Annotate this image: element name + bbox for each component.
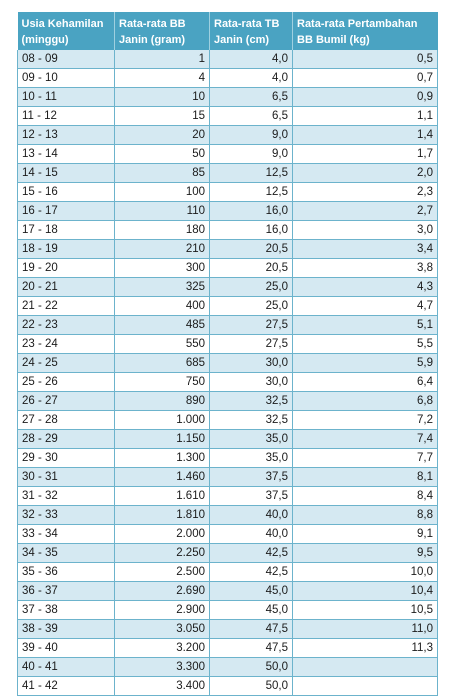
cell-gestational-age: 17 - 18 [18,221,115,240]
cell-fetal-length: 50,0 [210,658,293,677]
table-row [18,487,438,506]
table-row [18,202,438,221]
header-fetal-length: Rata-rata TB Janin (cm) [210,12,293,50]
cell-gestational-age: 25 - 26 [18,373,115,392]
cell-gestational-age: 29 - 30 [18,449,115,468]
cell-mother-weight-gain: 1,7 [293,145,438,164]
cell-gestational-age: 08 - 09 [18,50,115,69]
cell-fetal-length: 50,0 [210,677,293,696]
cell-mother-weight-gain: 10,4 [293,582,438,601]
cell-fetal-length: 4,0 [210,50,293,69]
table-row [18,297,438,316]
table-row [18,164,438,183]
table-row [18,69,438,88]
table-row [18,107,438,126]
cell-fetal-length: 35,0 [210,430,293,449]
cell-mother-weight-gain: 1,4 [293,126,438,145]
cell-fetal-length: 32,5 [210,392,293,411]
cell-mother-weight-gain: 2,0 [293,164,438,183]
cell-fetal-weight: 750 [115,373,210,392]
cell-fetal-length: 9,0 [210,126,293,145]
table-row [18,240,438,259]
header-mother-weight-gain: Rata-rata Pertambahan BB Bumil (kg) [293,12,438,50]
cell-mother-weight-gain: 5,9 [293,354,438,373]
cell-gestational-age: 30 - 31 [18,468,115,487]
table-row [18,677,438,696]
table-row [18,563,438,582]
table-header-row [18,12,438,50]
cell-fetal-weight: 685 [115,354,210,373]
cell-gestational-age: 24 - 25 [18,354,115,373]
cell-mother-weight-gain [293,677,438,696]
cell-gestational-age: 18 - 19 [18,240,115,259]
table-row [18,278,438,297]
cell-gestational-age: 28 - 29 [18,430,115,449]
cell-fetal-length: 16,0 [210,202,293,221]
table-row [18,601,438,620]
table-row [18,126,438,145]
header-fetal-weight: Rata-rata BB Janin (gram) [115,12,210,50]
cell-fetal-weight: 1 [115,50,210,69]
cell-fetal-length: 4,0 [210,69,293,88]
table-row [18,354,438,373]
cell-fetal-weight: 20 [115,126,210,145]
cell-fetal-length: 6,5 [210,88,293,107]
cell-gestational-age: 10 - 11 [18,88,115,107]
cell-gestational-age: 34 - 35 [18,544,115,563]
cell-mother-weight-gain: 3,4 [293,240,438,259]
table-row [18,525,438,544]
cell-gestational-age: 20 - 21 [18,278,115,297]
cell-gestational-age: 38 - 39 [18,620,115,639]
table-row [18,468,438,487]
table-row [18,582,438,601]
cell-mother-weight-gain: 4,7 [293,297,438,316]
cell-fetal-length: 20,5 [210,240,293,259]
cell-gestational-age: 14 - 15 [18,164,115,183]
cell-mother-weight-gain: 5,5 [293,335,438,354]
cell-fetal-length: 35,0 [210,449,293,468]
cell-gestational-age: 40 - 41 [18,658,115,677]
cell-fetal-weight: 10 [115,88,210,107]
cell-mother-weight-gain: 1,1 [293,107,438,126]
cell-mother-weight-gain: 9,5 [293,544,438,563]
cell-mother-weight-gain [293,658,438,677]
cell-mother-weight-gain: 0,5 [293,50,438,69]
cell-fetal-weight: 325 [115,278,210,297]
cell-gestational-age: 33 - 34 [18,525,115,544]
cell-fetal-weight: 85 [115,164,210,183]
header-gestational-age: Usia Kehamilan (minggu) [18,12,115,50]
cell-mother-weight-gain: 8,8 [293,506,438,525]
cell-fetal-length: 45,0 [210,582,293,601]
cell-fetal-weight: 550 [115,335,210,354]
cell-mother-weight-gain: 10,5 [293,601,438,620]
cell-fetal-length: 47,5 [210,620,293,639]
cell-gestational-age: 39 - 40 [18,639,115,658]
table-row [18,449,438,468]
cell-fetal-weight: 2.900 [115,601,210,620]
cell-fetal-length: 9,0 [210,145,293,164]
cell-mother-weight-gain: 8,4 [293,487,438,506]
cell-mother-weight-gain: 4,3 [293,278,438,297]
cell-fetal-weight: 2.690 [115,582,210,601]
cell-fetal-weight: 1.810 [115,506,210,525]
cell-mother-weight-gain: 5,1 [293,316,438,335]
cell-fetal-weight: 3.400 [115,677,210,696]
cell-gestational-age: 37 - 38 [18,601,115,620]
cell-mother-weight-gain: 8,1 [293,468,438,487]
cell-gestational-age: 16 - 17 [18,202,115,221]
cell-fetal-weight: 3.200 [115,639,210,658]
cell-fetal-weight: 110 [115,202,210,221]
cell-fetal-weight: 1.300 [115,449,210,468]
table-row [18,335,438,354]
cell-fetal-weight: 2.500 [115,563,210,582]
pregnancy-table-container [17,12,437,696]
table-row [18,50,438,69]
cell-fetal-length: 12,5 [210,164,293,183]
cell-mother-weight-gain: 2,7 [293,202,438,221]
cell-fetal-weight: 300 [115,259,210,278]
cell-gestational-age: 11 - 12 [18,107,115,126]
table-body [18,50,438,696]
cell-fetal-length: 20,5 [210,259,293,278]
cell-mother-weight-gain: 0,7 [293,69,438,88]
table-row [18,411,438,430]
cell-mother-weight-gain: 11,3 [293,639,438,658]
cell-gestational-age: 41 - 42 [18,677,115,696]
cell-gestational-age: 22 - 23 [18,316,115,335]
cell-mother-weight-gain: 2,3 [293,183,438,202]
cell-gestational-age: 35 - 36 [18,563,115,582]
cell-mother-weight-gain: 7,7 [293,449,438,468]
table-row [18,658,438,677]
pregnancy-weight-table [17,12,438,696]
cell-fetal-length: 6,5 [210,107,293,126]
table-row [18,506,438,525]
cell-fetal-length: 16,0 [210,221,293,240]
cell-fetal-length: 12,5 [210,183,293,202]
cell-fetal-length: 45,0 [210,601,293,620]
table-row [18,145,438,164]
table-row [18,316,438,335]
cell-gestational-age: 21 - 22 [18,297,115,316]
cell-mother-weight-gain: 11,0 [293,620,438,639]
cell-fetal-length: 27,5 [210,316,293,335]
cell-fetal-weight: 100 [115,183,210,202]
cell-gestational-age: 36 - 37 [18,582,115,601]
cell-mother-weight-gain: 7,2 [293,411,438,430]
cell-fetal-length: 27,5 [210,335,293,354]
cell-mother-weight-gain: 6,4 [293,373,438,392]
cell-gestational-age: 09 - 10 [18,69,115,88]
cell-mother-weight-gain: 3,0 [293,221,438,240]
cell-fetal-weight: 210 [115,240,210,259]
cell-fetal-weight: 2.000 [115,525,210,544]
cell-fetal-weight: 1.460 [115,468,210,487]
cell-gestational-age: 32 - 33 [18,506,115,525]
cell-mother-weight-gain: 3,8 [293,259,438,278]
cell-fetal-weight: 1.000 [115,411,210,430]
table-row [18,183,438,202]
cell-fetal-length: 30,0 [210,354,293,373]
cell-fetal-weight: 400 [115,297,210,316]
cell-fetal-length: 32,5 [210,411,293,430]
cell-fetal-weight: 1.150 [115,430,210,449]
cell-gestational-age: 27 - 28 [18,411,115,430]
cell-fetal-weight: 15 [115,107,210,126]
cell-fetal-weight: 3.050 [115,620,210,639]
table-row [18,430,438,449]
table-row [18,373,438,392]
cell-fetal-weight: 890 [115,392,210,411]
table-row [18,544,438,563]
cell-gestational-age: 12 - 13 [18,126,115,145]
cell-fetal-weight: 50 [115,145,210,164]
cell-fetal-weight: 485 [115,316,210,335]
cell-mother-weight-gain: 7,4 [293,430,438,449]
table-row [18,259,438,278]
cell-gestational-age: 26 - 27 [18,392,115,411]
cell-fetal-length: 40,0 [210,525,293,544]
table-row [18,392,438,411]
cell-mother-weight-gain: 6,8 [293,392,438,411]
cell-fetal-weight: 180 [115,221,210,240]
cell-gestational-age: 23 - 24 [18,335,115,354]
table-row [18,221,438,240]
cell-fetal-length: 42,5 [210,544,293,563]
cell-mother-weight-gain: 9,1 [293,525,438,544]
cell-gestational-age: 13 - 14 [18,145,115,164]
cell-fetal-weight: 3.300 [115,658,210,677]
cell-fetal-length: 25,0 [210,278,293,297]
cell-fetal-length: 30,0 [210,373,293,392]
cell-fetal-weight: 2.250 [115,544,210,563]
cell-fetal-length: 37,5 [210,487,293,506]
table-row [18,88,438,107]
cell-mother-weight-gain: 0,9 [293,88,438,107]
cell-fetal-length: 25,0 [210,297,293,316]
table-row [18,620,438,639]
cell-fetal-length: 40,0 [210,506,293,525]
cell-fetal-weight: 4 [115,69,210,88]
cell-gestational-age: 19 - 20 [18,259,115,278]
table-row [18,639,438,658]
cell-fetal-weight: 1.610 [115,487,210,506]
cell-fetal-length: 37,5 [210,468,293,487]
cell-fetal-length: 47,5 [210,639,293,658]
cell-mother-weight-gain: 10,0 [293,563,438,582]
cell-gestational-age: 31 - 32 [18,487,115,506]
cell-fetal-length: 42,5 [210,563,293,582]
cell-gestational-age: 15 - 16 [18,183,115,202]
